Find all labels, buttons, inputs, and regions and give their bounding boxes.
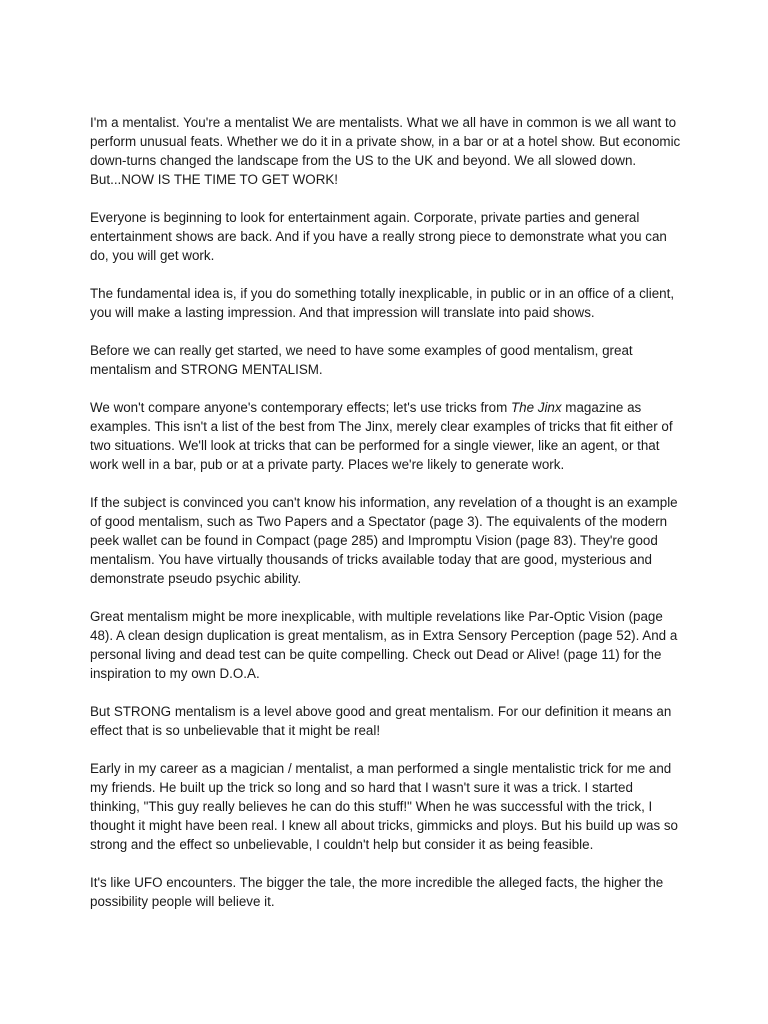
paragraph-ufo: [90, 873, 682, 911]
paragraph-text: I'm a mentalist. You're a mentalist We are mentalists. What we all have in common is we all want to perform unusual feats. Whether we do it in a private show, in a bar or at a hotel show. But economic down-turns changed the landscape from the US to the UK and beyond. We all slowed down. But...NOW IS THE TIME TO GET WORK!: [90, 115, 681, 187]
paragraph-text: magazine as examples. This isn't a list of the best from The Jinx, merely clear examples of tricks that fit either of two situations. We'll look at tricks that can be performed for a single viewer, like an agent, or that work well in a bar, pub or at a private party. Places we're likely to generate work.: [90, 400, 673, 472]
paragraph-fundamental-idea: [90, 284, 682, 322]
paragraph-text: Everyone is beginning to look for entertainment again. Corporate, private parties and general entertainment shows are back. And if you have a really strong piece to demonstrate what you can do, you will get work.: [90, 210, 667, 263]
paragraph-early-career: [90, 759, 682, 854]
paragraph-text: Early in my career as a magician / mentalist, a man performed a single mentalistic trick for me and my friends. He built up the trick so long and so hard that I wasn't sure it was a trick. I started thinking, "This guy really believes he can do this stuff!" When he was successful with the trick, I thought it might have been real. I knew all about tricks, gimmicks and ploys. But his build up was so strong and the effect so unbelievable, I couldn't help but consider it as being feasible.: [90, 761, 678, 852]
paragraph-entertainment: [90, 208, 682, 265]
paragraph-text: The fundamental idea is, if you do something totally inexplicable, in public or in an office of a client, you will make a lasting impression. And that impression will translate into paid shows.: [90, 286, 675, 320]
paragraph-jinx: [90, 398, 682, 474]
paragraph-strong-mentalism: [90, 702, 682, 740]
paragraph-text: Before we can really get started, we need to have some examples of good mentalism, great mentalism and STRONG MENTALISM.: [90, 343, 633, 377]
paragraph-examples: [90, 341, 682, 379]
paragraph-intro: [90, 113, 682, 189]
paragraph-text: If the subject is convinced you can't know his information, any revelation of a thought is an example of good mentalism, such as Two Papers and a Spectator (page 3). The equivalents of the modern peek wallet can be found in Compact (page 285) and Impromptu Vision (page 83). They're good mentalism. You have virtually thousands of tricks available today that are good, mysterious and demonstrate pseudo psychic ability.: [90, 495, 678, 586]
document-body: [90, 113, 682, 911]
paragraph-good-mentalism: [90, 493, 682, 588]
magazine-title: The Jinx: [510, 400, 562, 415]
paragraph-text: It's like UFO encounters. The bigger the tale, the more incredible the alleged facts, the higher the possibility people will believe it.: [90, 875, 664, 909]
paragraph-text: Great mentalism might be more inexplicable, with multiple revelations like Par-Optic Vision (page 48). A clean design duplication is great mentalism, as in Extra Sensory Perception (page 52). And a personal living and dead test can be quite compelling. Check out Dead or Alive! (page 11) for the inspiration to my own D.O.A.: [90, 609, 678, 681]
paragraph-text: But STRONG mentalism is a level above good and great mentalism. For our definition it means an effect that is so unbelievable that it might be real!: [90, 704, 672, 738]
paragraph-great-mentalism: [90, 607, 682, 683]
paragraph-text: We won't compare anyone's contemporary effects; let's use tricks from: [90, 400, 511, 415]
